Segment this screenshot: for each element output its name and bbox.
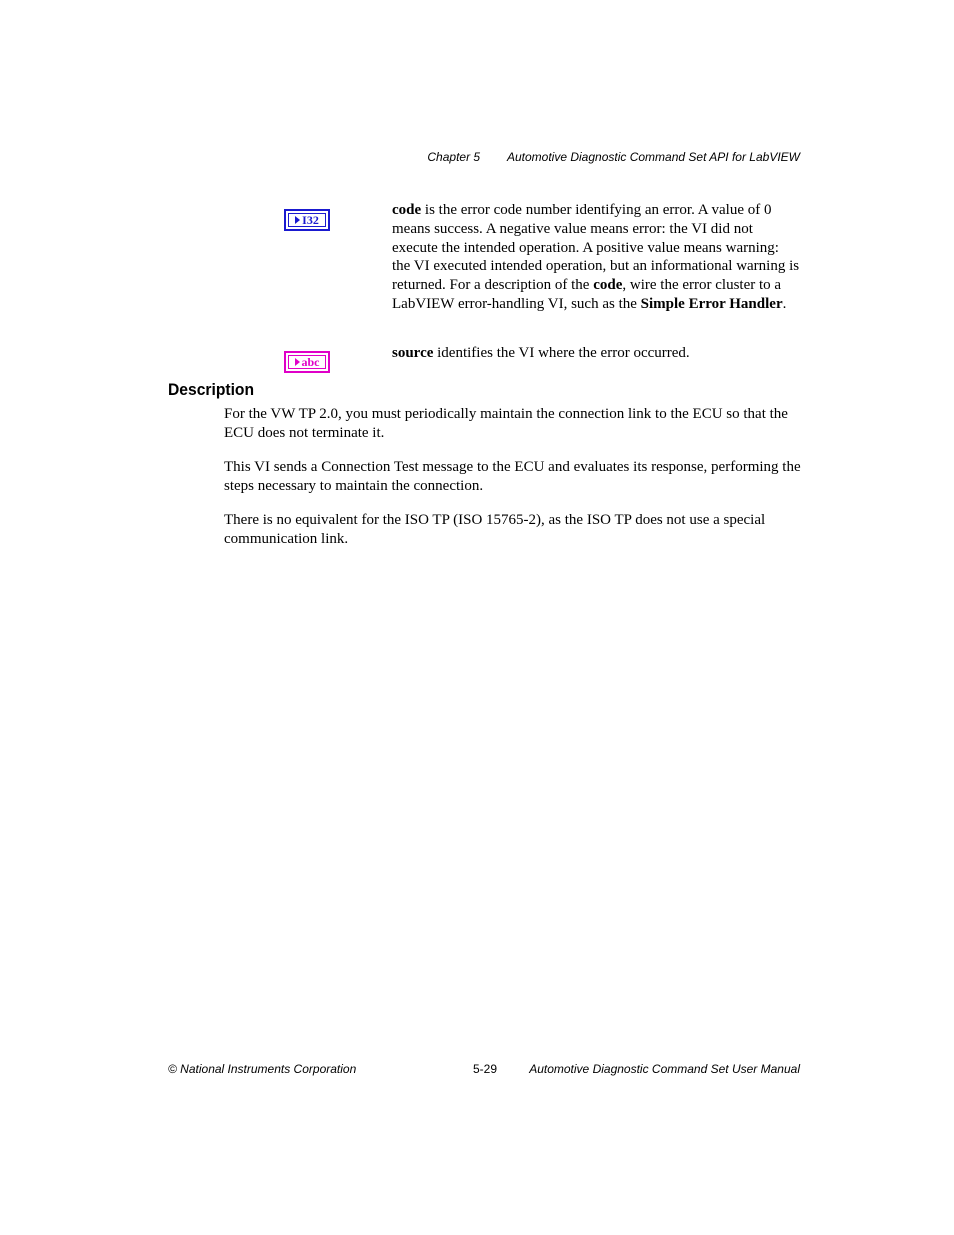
header-chapter: Chapter 5 — [427, 150, 481, 164]
page-header — [427, 150, 800, 164]
header-title: Automotive Diagnostic Command Set API for LabVIEW — [506, 150, 800, 164]
section-title-description: Description — [168, 380, 255, 399]
param-code-text-3: . — [782, 295, 787, 312]
footer-manual-title: Automotive Diagnostic Command Set User Manual — [529, 1062, 800, 1076]
param-source-text: identifies the VI where the error occurred. — [433, 345, 690, 361]
i32-icon-label: I32 — [302, 213, 319, 227]
description-paragraph-2: This VI sends a Connection Test message to the ECU and evaluates its response, performing the steps necessary to maintain the connection. — [224, 459, 801, 494]
param-code-description — [392, 201, 800, 314]
param-code-text-1: is the error code number identifying an error. A value of 0 means success. A negative value means error: the VI did not execute the intended operation. A positive value means warning: the VI executed intended operation, but an informational warning is returned. For a description of the — [392, 202, 800, 294]
simple-error-handler-ref: Simple Error Handler — [640, 295, 783, 312]
footer-page-number: 5-29 — [473, 1062, 498, 1076]
footer-copyright: © National Instruments Corporation — [168, 1062, 357, 1076]
param-source-description — [392, 344, 800, 363]
i32-terminal-icon — [284, 209, 330, 231]
param-code-text-2: , wire the error cluster to a LabVIEW error-handling VI, such as the — [392, 277, 782, 312]
description-paragraph-1: For the VW TP 2.0, you must periodically maintain the connection link to the ECU so that the ECU does not terminate it. — [224, 406, 788, 441]
param-source-term: source — [392, 345, 434, 361]
string-terminal-icon — [284, 351, 330, 373]
abc-icon-label: abc — [301, 355, 320, 369]
param-code-term: code — [392, 202, 422, 218]
param-code-term-ref: code — [593, 277, 623, 294]
description-paragraph-3: There is no equivalent for the ISO TP (ISO 15765-2), as the ISO TP does not use a special communication link. — [224, 512, 766, 547]
